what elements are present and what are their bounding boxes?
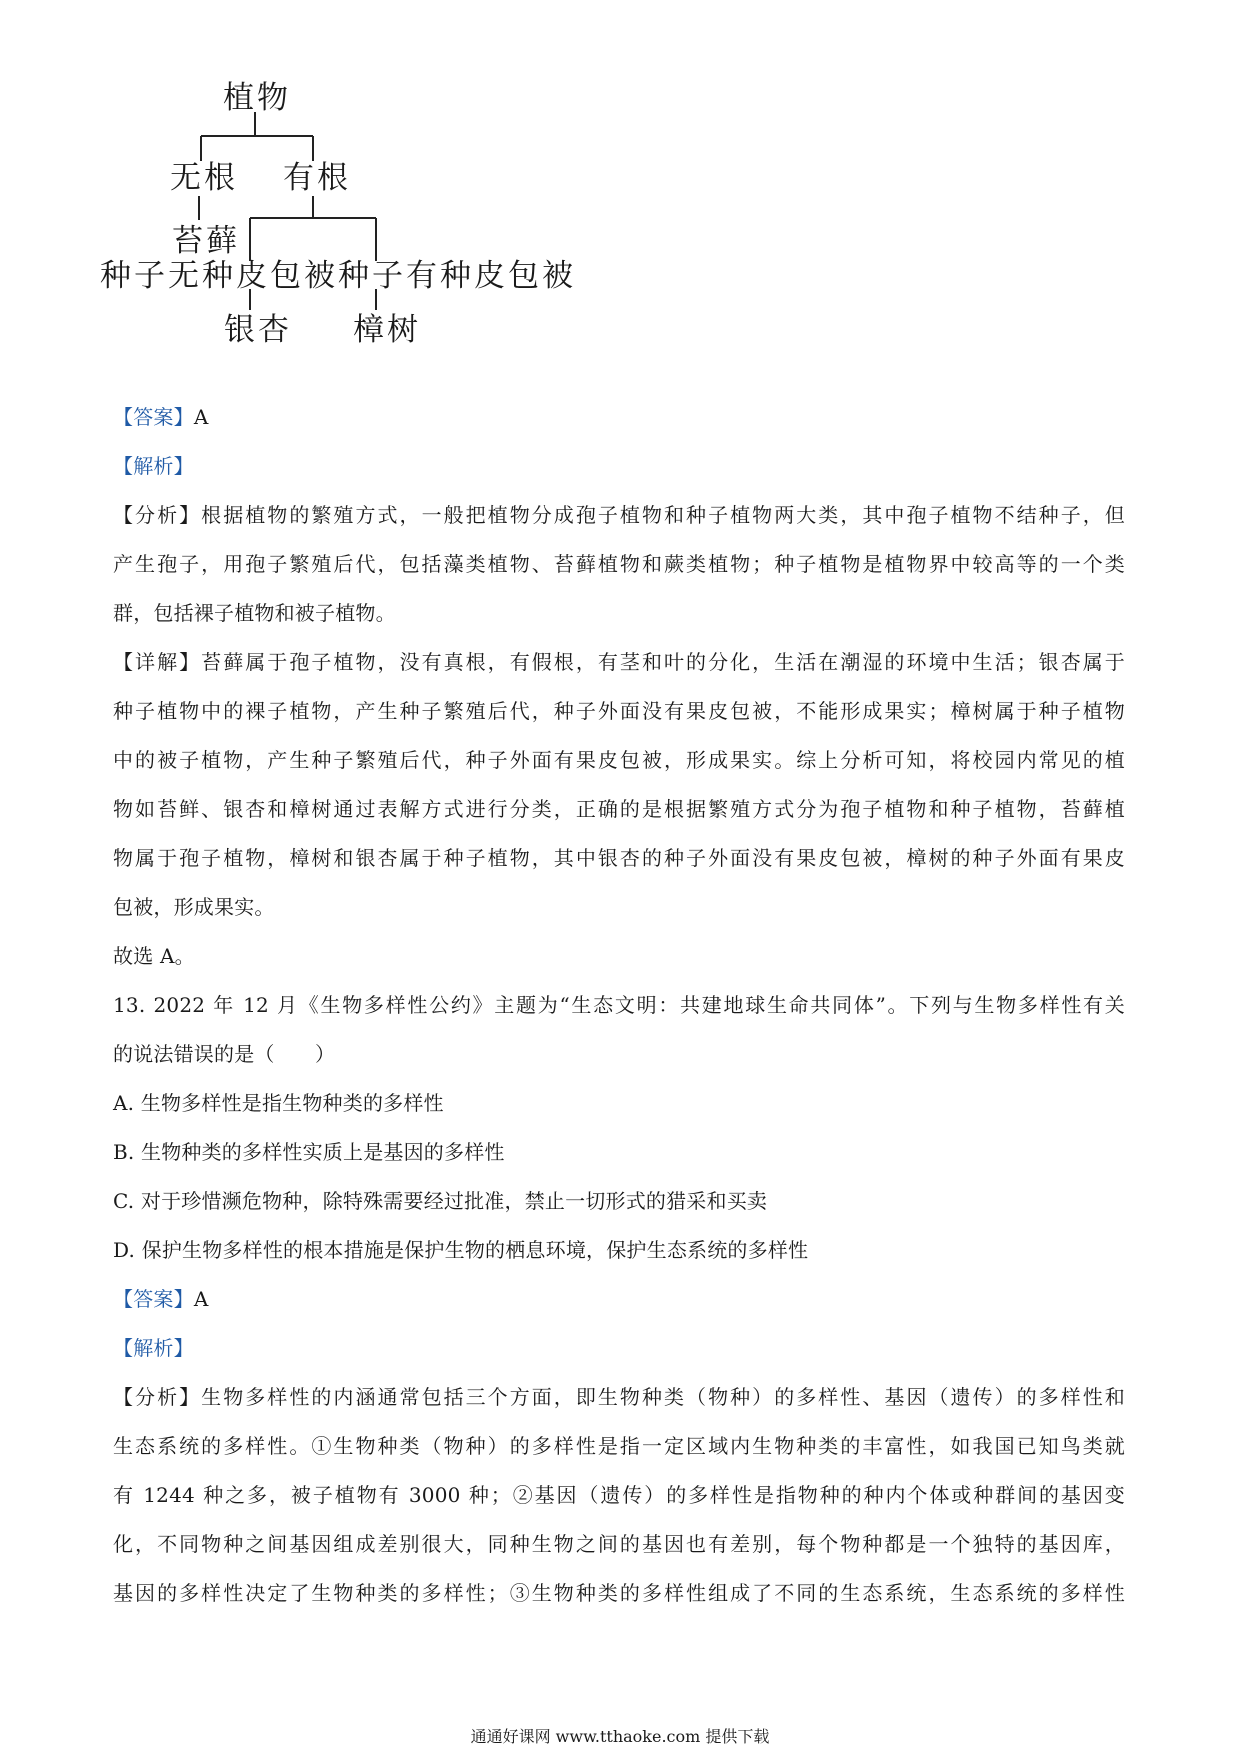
q13-stem-line: 13. 2022 年 12 月《生物多样性公约》主题为“生态文明：共建地球生命共同体”。下列与生物多样性有关	[113, 993, 1125, 1017]
q13-option-b: B. 生物种类的多样性实质上是基因的多样性	[113, 1140, 505, 1164]
tree-node-camphor: 樟树	[353, 312, 421, 348]
q12-xiangjie-line: 种子植物中的裸子植物，产生种子繁殖后代，种子外面没有果皮包被，不能形成果实；樟树属于种子植物	[113, 699, 1125, 723]
q13-fenxi-line: 生态系统的多样性。①生物种类（物种）的多样性是指一定区域内生物种类的丰富性，如我国已知鸟类就	[113, 1434, 1125, 1458]
q13-fenxi-line: 化，不同物种之间基因组成差别很大，同种生物之间的基因也有差别，每个物种都是一个独特的基因库，	[113, 1532, 1125, 1556]
q12-xiangjie-line: 【详解】苔藓属于孢子植物，没有真根，有假根，有茎和叶的分化，生活在潮湿的环境中生活；银杏属于	[113, 650, 1125, 674]
q13-answer	[113, 1275, 1125, 1324]
xiangjie-tag: 【详解】	[113, 650, 202, 674]
document-body	[113, 393, 1125, 1618]
q13-fenxi-line: 有 1244 种之多，被子植物有 3000 种；②基因（遗传）的多样性是指物种的种内个体或种群间的基因变	[113, 1483, 1125, 1507]
tree-node-plant: 植物	[223, 80, 291, 116]
tree-node-moss: 苔藓	[172, 223, 240, 259]
fenxi-tag: 【分析】	[113, 1385, 202, 1409]
q13-option-a: A. 生物多样性是指生物种类的多样性	[113, 1091, 444, 1115]
q12-xiangjie-line: 包被，形成果实。	[113, 895, 275, 919]
analysis-tag: 【解析】	[113, 454, 194, 478]
answer-tag: 【答案】	[113, 405, 194, 429]
answer-tag: 【答案】	[113, 1287, 194, 1311]
q12-fenxi-line: 产生孢子，用孢子繁殖后代，包括藻类植物、苔藓植物和蕨类植物；种子植物是植物界中较高等的一个类	[113, 552, 1125, 576]
tree-node-rooted: 有根	[283, 160, 351, 196]
tree-node-seed-has-coat: 种子有种皮包被	[338, 258, 576, 294]
classification-tree-diagram	[100, 80, 620, 400]
answer-value: A	[193, 1287, 209, 1311]
q13-option-d: D. 保护生物多样性的根本措施是保护生物的栖息环境，保护生态系统的多样性	[113, 1238, 809, 1262]
q13-fenxi-line: 【分析】生物多样性的内涵通常包括三个方面，即生物种类（物种）的多样性、基因（遗传）的多样性和	[113, 1385, 1125, 1409]
page-footer: 通通好课网 www.tthaoke.com 提供下载	[470, 1727, 770, 1746]
q12-xiangjie-line: 中的被子植物，产生种子繁殖后代，种子外面有果皮包被，形成果实。综上分析可知，将校园内常见的植	[113, 748, 1125, 772]
fenxi-tag: 【分析】	[113, 503, 202, 527]
q12-answer	[113, 393, 1125, 442]
q13-stem-line: 的说法错误的是（ ）	[113, 1042, 336, 1066]
tree-node-rootless: 无根	[170, 160, 238, 196]
q13-option-c: C. 对于珍惜濒危物种，除特殊需要经过批准，禁止一切形式的猎采和买卖	[113, 1189, 768, 1213]
q12-conclusion: 故选 A。	[113, 944, 195, 968]
q12-fenxi-line: 【分析】根据植物的繁殖方式，一般把植物分成孢子植物和种子植物两大类，其中孢子植物不结种子，但	[113, 503, 1125, 527]
q12-xiangjie-line: 物属于孢子植物，樟树和银杏属于种子植物，其中银杏的种子外面没有果皮包被，樟树的种子外面有果皮	[113, 846, 1125, 870]
tree-node-ginkgo: 银杏	[224, 312, 292, 348]
q12-analysis-heading	[113, 442, 1125, 491]
q13-analysis-heading	[113, 1324, 1125, 1373]
answer-value: A	[193, 405, 209, 429]
tree-node-seed-no-coat: 种子无种皮包被	[100, 258, 338, 294]
q12-xiangjie-line: 物如苔鲜、银杏和樟树通过表解方式进行分类，正确的是根据繁殖方式分为孢子植物和种子植物，苔藓植	[113, 797, 1125, 821]
analysis-tag: 【解析】	[113, 1336, 194, 1360]
q13-fenxi-line: 基因的多样性决定了生物种类的多样性；③生物种类的多样性组成了不同的生态系统，生态系统的多样性	[113, 1581, 1125, 1605]
q12-fenxi-line: 群，包括裸子植物和被子植物。	[113, 601, 396, 625]
